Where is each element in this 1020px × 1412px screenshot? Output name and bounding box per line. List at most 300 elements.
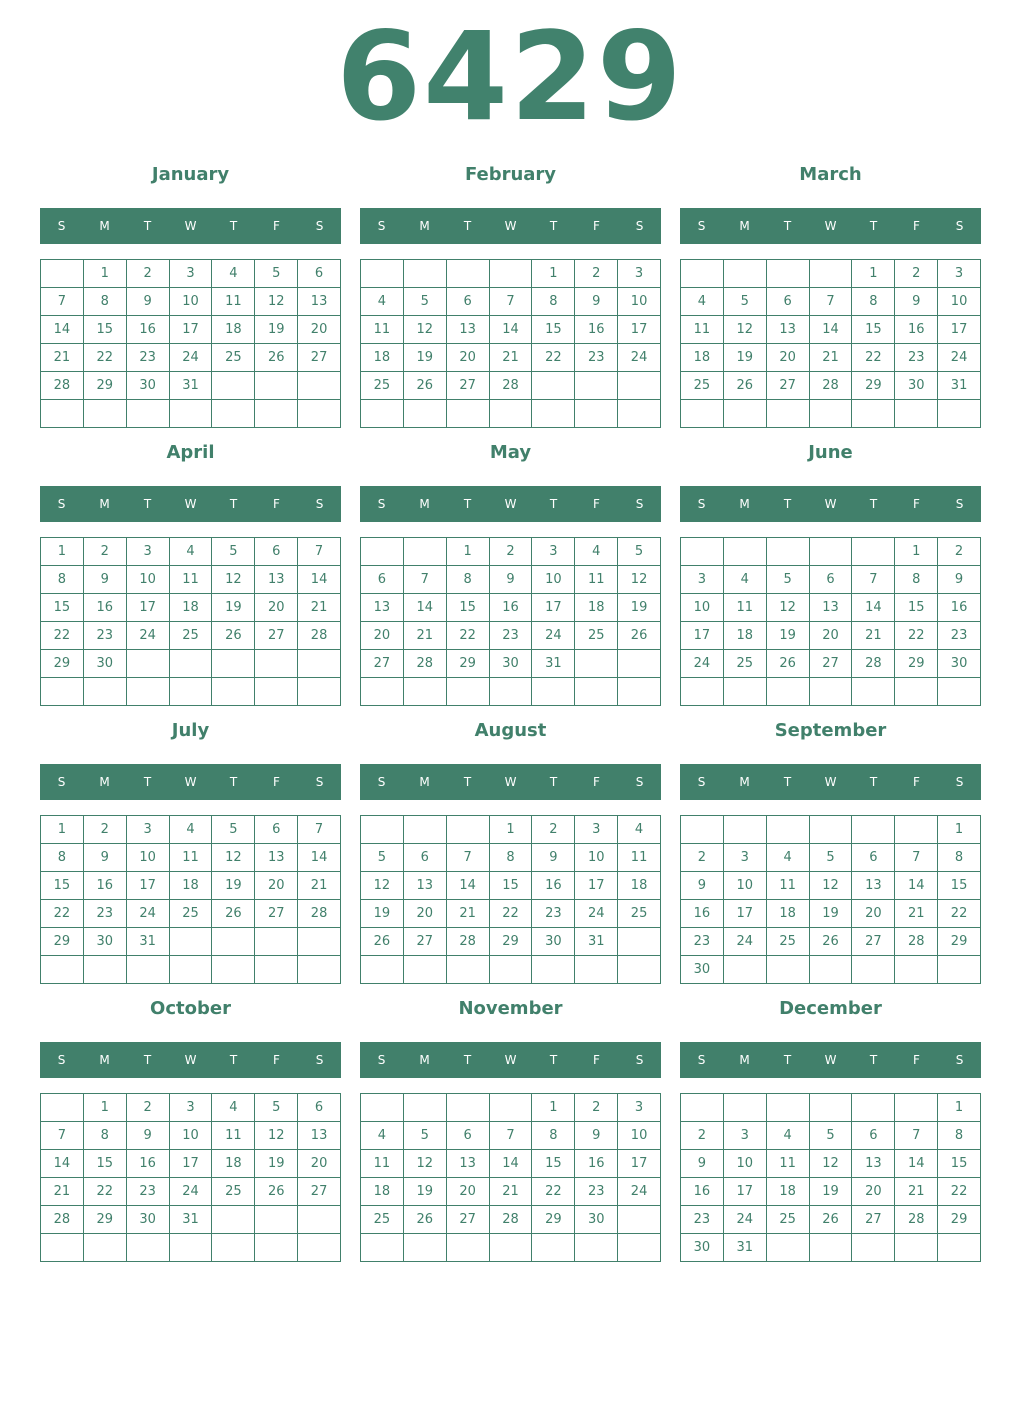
day-cell: 12 [212, 566, 255, 594]
day-grid [680, 259, 981, 428]
weekday-label: T [783, 1053, 792, 1067]
day-cell: 4 [767, 844, 810, 872]
day-cell: 31 [938, 372, 981, 400]
empty-cell [575, 650, 618, 678]
day-cell: 5 [361, 844, 404, 872]
day-cell: 15 [895, 594, 938, 622]
empty-cell [618, 678, 661, 706]
day-cell: 1 [938, 816, 981, 844]
day-cell: 5 [404, 288, 447, 316]
day-cell: 27 [255, 622, 298, 650]
day-cell: 8 [852, 288, 895, 316]
empty-cell [810, 260, 853, 288]
day-cell: 29 [41, 928, 84, 956]
empty-cell [575, 400, 618, 428]
weekday-label: T [143, 775, 152, 789]
month-name: June [808, 442, 853, 463]
day-cell: 27 [852, 1206, 895, 1234]
weekday-label: S [697, 219, 706, 233]
weekday-label: M [99, 219, 110, 233]
day-cell: 8 [938, 844, 981, 872]
day-grid [40, 537, 341, 706]
day-cell: 25 [170, 900, 213, 928]
weekday-label: F [913, 1053, 920, 1067]
day-cell: 19 [361, 900, 404, 928]
day-cell: 1 [852, 260, 895, 288]
day-cell: 28 [810, 372, 853, 400]
day-cell: 21 [852, 622, 895, 650]
day-cell: 23 [575, 1178, 618, 1206]
weekday-label: M [739, 775, 750, 789]
empty-cell [852, 678, 895, 706]
empty-cell [127, 400, 170, 428]
day-cell: 25 [170, 622, 213, 650]
empty-cell [212, 400, 255, 428]
weekday-label: S [377, 1053, 386, 1067]
day-cell: 16 [127, 1150, 170, 1178]
weekday-label: T [783, 497, 792, 511]
empty-cell [810, 1234, 853, 1262]
day-cell: 20 [447, 344, 490, 372]
empty-cell [767, 956, 810, 984]
day-cell: 25 [361, 372, 404, 400]
day-cell: 16 [895, 316, 938, 344]
day-cell: 22 [895, 622, 938, 650]
day-cell: 6 [404, 844, 447, 872]
day-cell: 19 [255, 316, 298, 344]
day-cell: 26 [404, 1206, 447, 1234]
day-cell: 17 [170, 316, 213, 344]
empty-cell [361, 1234, 404, 1262]
weekday-label: W [184, 775, 197, 789]
day-cell: 6 [255, 816, 298, 844]
empty-cell [404, 1094, 447, 1122]
empty-cell [895, 1094, 938, 1122]
day-cell: 16 [84, 872, 127, 900]
day-cell: 28 [895, 928, 938, 956]
empty-cell [84, 678, 127, 706]
day-cell: 4 [361, 1122, 404, 1150]
empty-cell [490, 678, 533, 706]
day-cell: 6 [298, 1094, 341, 1122]
day-cell: 10 [170, 288, 213, 316]
day-cell: 5 [212, 538, 255, 566]
day-cell: 22 [41, 900, 84, 928]
day-cell: 16 [84, 594, 127, 622]
day-cell: 5 [724, 288, 767, 316]
day-cell: 12 [404, 1150, 447, 1178]
day-cell: 15 [41, 872, 84, 900]
weekday-header [40, 1042, 341, 1078]
day-cell: 24 [724, 1206, 767, 1234]
day-cell: 15 [447, 594, 490, 622]
day-cell: 14 [41, 1150, 84, 1178]
day-cell: 22 [490, 900, 533, 928]
day-cell: 13 [852, 872, 895, 900]
empty-cell [575, 678, 618, 706]
weekday-label: S [377, 219, 386, 233]
day-cell: 6 [852, 1122, 895, 1150]
empty-cell [767, 260, 810, 288]
day-cell: 1 [532, 260, 575, 288]
day-cell: 24 [170, 1178, 213, 1206]
day-cell: 27 [810, 650, 853, 678]
day-cell: 24 [618, 344, 661, 372]
empty-cell [810, 400, 853, 428]
weekday-label: S [955, 219, 964, 233]
month-name: December [779, 998, 882, 1019]
day-cell: 5 [810, 1122, 853, 1150]
day-cell: 29 [852, 372, 895, 400]
day-cell: 23 [681, 928, 724, 956]
day-cell: 22 [84, 344, 127, 372]
day-grid [680, 815, 981, 984]
month-name: August [474, 720, 547, 741]
day-cell: 21 [298, 594, 341, 622]
day-cell: 12 [810, 1150, 853, 1178]
empty-cell [767, 400, 810, 428]
day-cell: 24 [575, 900, 618, 928]
day-cell: 2 [895, 260, 938, 288]
day-cell: 5 [618, 538, 661, 566]
day-cell: 12 [404, 316, 447, 344]
day-cell: 17 [127, 872, 170, 900]
empty-cell [298, 1206, 341, 1234]
empty-cell [532, 1234, 575, 1262]
empty-cell [84, 1234, 127, 1262]
weekday-label: S [315, 775, 324, 789]
day-grid [360, 1093, 661, 1262]
day-cell: 22 [84, 1178, 127, 1206]
day-cell: 16 [938, 594, 981, 622]
empty-cell [41, 1094, 84, 1122]
weekday-label: S [955, 775, 964, 789]
day-cell: 22 [938, 900, 981, 928]
empty-cell [938, 400, 981, 428]
day-cell: 15 [84, 1150, 127, 1178]
empty-cell [895, 678, 938, 706]
day-cell: 21 [447, 900, 490, 928]
day-cell: 3 [170, 1094, 213, 1122]
day-cell: 18 [170, 872, 213, 900]
day-cell: 12 [767, 594, 810, 622]
weekday-label: S [57, 219, 66, 233]
empty-cell [127, 678, 170, 706]
day-cell: 2 [490, 538, 533, 566]
day-cell: 26 [724, 372, 767, 400]
day-cell: 21 [810, 344, 853, 372]
day-cell: 14 [41, 316, 84, 344]
empty-cell [724, 400, 767, 428]
weekday-label: T [463, 497, 472, 511]
day-cell: 31 [170, 372, 213, 400]
day-cell: 12 [361, 872, 404, 900]
day-cell: 10 [618, 288, 661, 316]
day-cell: 22 [447, 622, 490, 650]
empty-cell [404, 678, 447, 706]
weekday-label: S [635, 219, 644, 233]
weekday-label: T [549, 219, 558, 233]
empty-cell [255, 400, 298, 428]
weekday-label: T [143, 219, 152, 233]
empty-cell [852, 1234, 895, 1262]
day-cell: 24 [938, 344, 981, 372]
day-cell: 15 [532, 1150, 575, 1178]
day-cell: 9 [127, 1122, 170, 1150]
day-cell: 18 [724, 622, 767, 650]
weekday-label: S [315, 1053, 324, 1067]
empty-cell [170, 1234, 213, 1262]
empty-cell [724, 260, 767, 288]
day-cell: 26 [255, 1178, 298, 1206]
day-cell: 27 [255, 900, 298, 928]
day-cell: 23 [490, 622, 533, 650]
day-cell: 21 [895, 1178, 938, 1206]
day-cell: 20 [298, 316, 341, 344]
weekday-label: T [463, 775, 472, 789]
month-name: July [171, 720, 210, 741]
empty-cell [212, 372, 255, 400]
day-cell: 27 [447, 1206, 490, 1234]
weekday-label: S [697, 1053, 706, 1067]
empty-cell [767, 1234, 810, 1262]
weekday-header [680, 1042, 981, 1078]
day-cell: 3 [724, 1122, 767, 1150]
empty-cell [212, 678, 255, 706]
day-cell: 30 [575, 1206, 618, 1234]
day-grid [360, 815, 661, 984]
day-cell: 8 [447, 566, 490, 594]
day-cell: 3 [575, 816, 618, 844]
day-cell: 8 [938, 1122, 981, 1150]
day-cell: 18 [212, 316, 255, 344]
weekday-label: F [593, 219, 600, 233]
day-cell: 24 [724, 928, 767, 956]
day-cell: 13 [810, 594, 853, 622]
month-name: October [150, 998, 231, 1019]
empty-cell [724, 538, 767, 566]
day-cell: 26 [212, 900, 255, 928]
weekday-header [360, 764, 661, 800]
day-cell: 20 [298, 1150, 341, 1178]
day-cell: 29 [532, 1206, 575, 1234]
empty-cell [255, 928, 298, 956]
weekday-label: F [273, 219, 280, 233]
day-cell: 29 [84, 372, 127, 400]
weekday-label: W [824, 1053, 837, 1067]
empty-cell [255, 678, 298, 706]
weekday-label: F [273, 497, 280, 511]
day-cell: 21 [895, 900, 938, 928]
empty-cell [255, 1234, 298, 1262]
empty-cell [724, 1094, 767, 1122]
empty-cell [895, 956, 938, 984]
day-cell: 14 [810, 316, 853, 344]
day-cell: 5 [767, 566, 810, 594]
empty-cell [852, 956, 895, 984]
day-cell: 30 [127, 1206, 170, 1234]
day-cell: 7 [895, 1122, 938, 1150]
empty-cell [767, 1094, 810, 1122]
day-grid [40, 1093, 341, 1262]
day-grid [40, 815, 341, 984]
day-cell: 28 [895, 1206, 938, 1234]
empty-cell [127, 1234, 170, 1262]
month-name: April [166, 442, 215, 463]
weekday-label: S [377, 775, 386, 789]
day-cell: 15 [938, 1150, 981, 1178]
weekday-label: S [955, 497, 964, 511]
day-cell: 23 [681, 1206, 724, 1234]
day-cell: 13 [255, 844, 298, 872]
day-cell: 3 [532, 538, 575, 566]
weekday-label: W [184, 497, 197, 511]
empty-cell [810, 956, 853, 984]
empty-cell [361, 956, 404, 984]
weekday-header [360, 486, 661, 522]
empty-cell [532, 372, 575, 400]
day-cell: 7 [810, 288, 853, 316]
day-cell: 5 [255, 260, 298, 288]
day-cell: 2 [575, 1094, 618, 1122]
empty-cell [255, 372, 298, 400]
weekday-label: M [99, 497, 110, 511]
day-cell: 27 [447, 372, 490, 400]
day-cell: 14 [895, 1150, 938, 1178]
day-cell: 25 [681, 372, 724, 400]
day-cell: 17 [724, 1178, 767, 1206]
day-cell: 3 [127, 816, 170, 844]
day-cell: 12 [212, 844, 255, 872]
day-cell: 9 [895, 288, 938, 316]
day-cell: 5 [255, 1094, 298, 1122]
day-cell: 21 [41, 1178, 84, 1206]
day-cell: 3 [681, 566, 724, 594]
day-cell: 1 [41, 816, 84, 844]
day-cell: 4 [767, 1122, 810, 1150]
day-cell: 19 [255, 1150, 298, 1178]
day-cell: 24 [170, 344, 213, 372]
weekday-label: M [739, 219, 750, 233]
day-cell: 30 [490, 650, 533, 678]
day-cell: 2 [681, 1122, 724, 1150]
weekday-label: T [869, 497, 878, 511]
day-cell: 26 [404, 372, 447, 400]
day-cell: 25 [212, 344, 255, 372]
weekday-label: M [739, 497, 750, 511]
weekday-label: T [229, 219, 238, 233]
weekday-label: T [143, 497, 152, 511]
empty-cell [255, 1206, 298, 1234]
empty-cell [490, 1234, 533, 1262]
day-cell: 15 [938, 872, 981, 900]
day-cell: 11 [575, 566, 618, 594]
empty-cell [447, 816, 490, 844]
day-cell: 11 [361, 316, 404, 344]
weekday-label: W [824, 497, 837, 511]
day-cell: 2 [532, 816, 575, 844]
weekday-label: M [419, 775, 430, 789]
day-cell: 20 [404, 900, 447, 928]
empty-cell [490, 956, 533, 984]
empty-cell [852, 538, 895, 566]
day-cell: 19 [404, 344, 447, 372]
day-cell: 29 [938, 928, 981, 956]
day-cell: 13 [404, 872, 447, 900]
day-cell: 1 [895, 538, 938, 566]
day-cell: 27 [404, 928, 447, 956]
day-cell: 8 [895, 566, 938, 594]
day-cell: 26 [618, 622, 661, 650]
day-cell: 22 [41, 622, 84, 650]
day-cell: 28 [490, 1206, 533, 1234]
day-cell: 1 [84, 260, 127, 288]
empty-cell [170, 928, 213, 956]
day-cell: 13 [255, 566, 298, 594]
day-cell: 30 [84, 650, 127, 678]
weekday-label: F [913, 775, 920, 789]
day-cell: 11 [212, 1122, 255, 1150]
day-cell: 11 [681, 316, 724, 344]
day-cell: 24 [681, 650, 724, 678]
day-cell: 7 [41, 1122, 84, 1150]
weekday-label: T [229, 1053, 238, 1067]
day-cell: 4 [170, 816, 213, 844]
day-cell: 25 [767, 928, 810, 956]
day-cell: 3 [724, 844, 767, 872]
weekday-label: S [635, 1053, 644, 1067]
empty-cell [255, 650, 298, 678]
day-cell: 9 [84, 844, 127, 872]
day-cell: 20 [255, 594, 298, 622]
day-cell: 24 [618, 1178, 661, 1206]
empty-cell [810, 538, 853, 566]
day-cell: 22 [532, 344, 575, 372]
day-cell: 17 [618, 1150, 661, 1178]
day-cell: 14 [298, 566, 341, 594]
day-cell: 15 [532, 316, 575, 344]
day-cell: 16 [127, 316, 170, 344]
day-cell: 13 [767, 316, 810, 344]
empty-cell [618, 1206, 661, 1234]
empty-cell [84, 956, 127, 984]
weekday-label: W [824, 775, 837, 789]
weekday-label: T [869, 1053, 878, 1067]
day-cell: 19 [724, 344, 767, 372]
empty-cell [212, 956, 255, 984]
empty-cell [404, 538, 447, 566]
empty-cell [938, 1234, 981, 1262]
day-cell: 27 [298, 1178, 341, 1206]
empty-cell [447, 400, 490, 428]
day-cell: 24 [532, 622, 575, 650]
day-grid [680, 1093, 981, 1262]
day-cell: 2 [938, 538, 981, 566]
empty-cell [810, 678, 853, 706]
day-cell: 6 [298, 260, 341, 288]
day-cell: 11 [724, 594, 767, 622]
weekday-label: M [99, 775, 110, 789]
day-cell: 29 [447, 650, 490, 678]
day-cell: 1 [490, 816, 533, 844]
empty-cell [404, 400, 447, 428]
day-cell: 11 [170, 844, 213, 872]
day-cell: 25 [618, 900, 661, 928]
empty-cell [852, 1094, 895, 1122]
empty-cell [41, 1234, 84, 1262]
empty-cell [767, 678, 810, 706]
day-cell: 15 [852, 316, 895, 344]
